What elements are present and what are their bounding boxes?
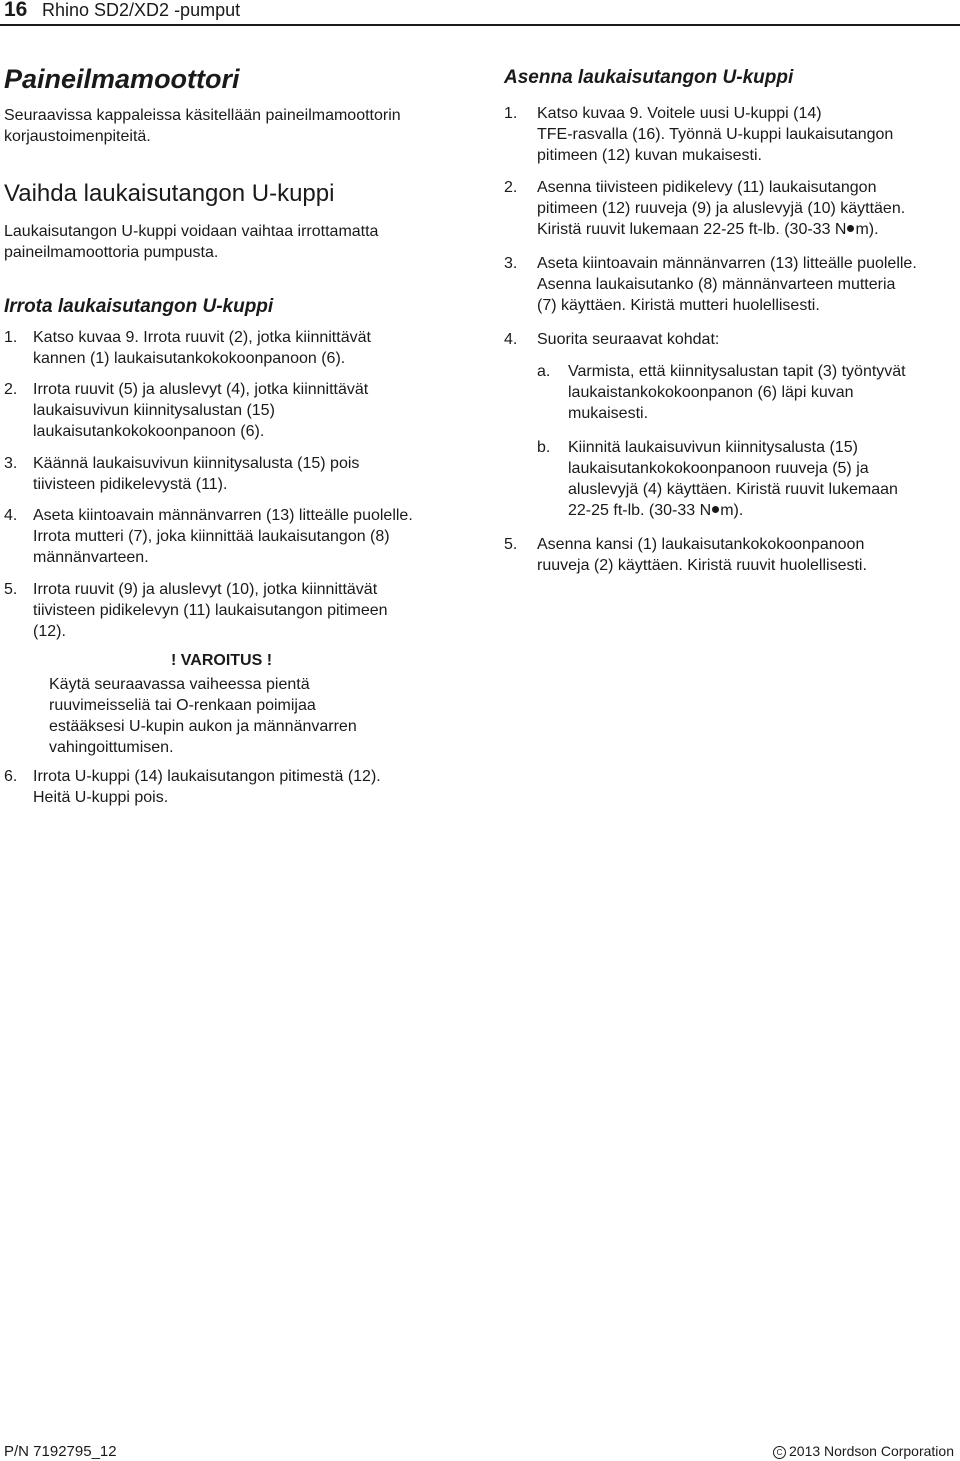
step-text: Asenna tiivisteen pidikelevy (11) laukaisutangon pitimeen (12) ruuveja (9) ja aluslevyjä (10) käyttäen. Kiristä ruuvit lukemaan 22-25 ft-lb. (30-33 N m). (537, 179, 906, 238)
step-text: Aseta kiintoavain männänvarren (13) litteälle puolelle. Irrota mutteri (7), joka kiinnittää laukaisutangon (8) männänvarteen. (33, 507, 413, 566)
step-number: 1. (504, 105, 518, 122)
step-number: 5. (504, 536, 518, 553)
subsection-heading: Vaihda laukaisutangon U-kuppi (4, 180, 335, 207)
step-text: Irrota ruuvit (5) ja aluslevyt (4), jotka kiinnittävät laukaisuvivun kiinnitysalustan (15) laukaisutankokokoonpanoon (6). (33, 381, 369, 440)
step-number: 2. (4, 381, 18, 398)
bullet-dot-icon (847, 225, 854, 232)
page-header (0, 0, 960, 26)
copyright: C 2013 Nordson Corporation (773, 1443, 954, 1459)
step-number: 1. (4, 329, 18, 346)
step-number: 3. (4, 455, 18, 472)
substep-text: Varmista, että kiinnitysalustan tapit (3) työntyvät laukaistankokokoonpanon (6) läpi kuvan mukaisesti. (568, 363, 906, 422)
substep-letter: b. (537, 439, 551, 456)
procedure-heading-install: Asenna laukaisutangon U-kuppi (504, 67, 794, 88)
section-heading: Paineilmamoottori (4, 64, 240, 94)
bullet-dot-icon (712, 506, 719, 513)
intro-paragraph: Seuraavissa kappaleissa käsitellään paineilmamoottorin korjaustoimenpiteitä. (4, 107, 401, 145)
step-text: Suorita seuraavat kohdat: (537, 331, 720, 348)
header-rule (0, 24, 960, 26)
copyright-icon: C (773, 1446, 786, 1459)
step-text: Käännä laukaisuvivun kiinnitysalusta (15) pois tiivisteen pidikelevystä (11). (33, 455, 360, 493)
page-number: 16 (4, 0, 28, 21)
procedure-heading-remove: Irrota laukaisutangon U-kuppi (4, 296, 274, 317)
step-text: Irrota U-kuppi (14) laukaisutangon pitimestä (12). Heitä U-kuppi pois. (33, 768, 381, 806)
subsection-paragraph: Laukaisutangon U-kuppi voidaan vaihtaa irrottamatta paineilmamoottoria pumpusta. (4, 223, 379, 261)
part-number: P/N 7192795_12 (4, 1443, 117, 1460)
step-number: 5. (4, 581, 18, 598)
running-title: Rhino SD2/XD2 -pumput (42, 0, 241, 20)
step-text: Katso kuvaa 9. Irrota ruuvit (2), jotka kiinnittävät kannen (1) laukaisutankokokoonpanoon (6). (33, 329, 371, 367)
step-number: 2. (504, 179, 518, 196)
step-number: 6. (4, 768, 18, 785)
step-text: Irrota ruuvit (9) ja aluslevyt (10), jotka kiinnittävät tiivisteen pidikelevyn (11) laukaisutangon pitimeen (12). (33, 581, 388, 640)
step-number: 3. (504, 255, 518, 272)
step-text: Aseta kiintoavain männänvarren (13) litteälle puolelle. Asenna laukaisutanko (8) männänvarteen mutteria (7) käyttäen. Kiristä mutteri huolellisesti. (537, 255, 917, 314)
step-text: Asenna kansi (1) laukaisutankokokoonpanoon ruuveja (2) käyttäen. Kiristä ruuvit huolellisesti. (537, 536, 867, 574)
substep-letter: a. (537, 363, 551, 380)
substep-text: Kiinnitä laukaisuvivun kiinnitysalusta (15) laukaisutankokokoonpanoon ruuveja (5) ja aluslevyjä (4) käyttäen. Kiristä ruuvit lukemaan 22-25 ft-lb. (30-33 N m). (568, 439, 898, 519)
warning-text: Käytä seuraavassa vaiheessa pientä ruuvimeisseliä tai O-renkaan poimijaa estääksesi U-kupin aukon ja männänvarren vahingoittumisen. (49, 676, 357, 756)
step-number: 4. (504, 331, 518, 348)
warning-title: ! VAROITUS ! (171, 652, 273, 669)
step-text: Katso kuvaa 9. Voitele uusi U-kuppi (14) TFE-rasvalla (16). Työnnä U-kuppi laukaisutangon pitimeen (12) kuvan mukaisesti. (537, 105, 894, 164)
step-number: 4. (4, 507, 18, 524)
